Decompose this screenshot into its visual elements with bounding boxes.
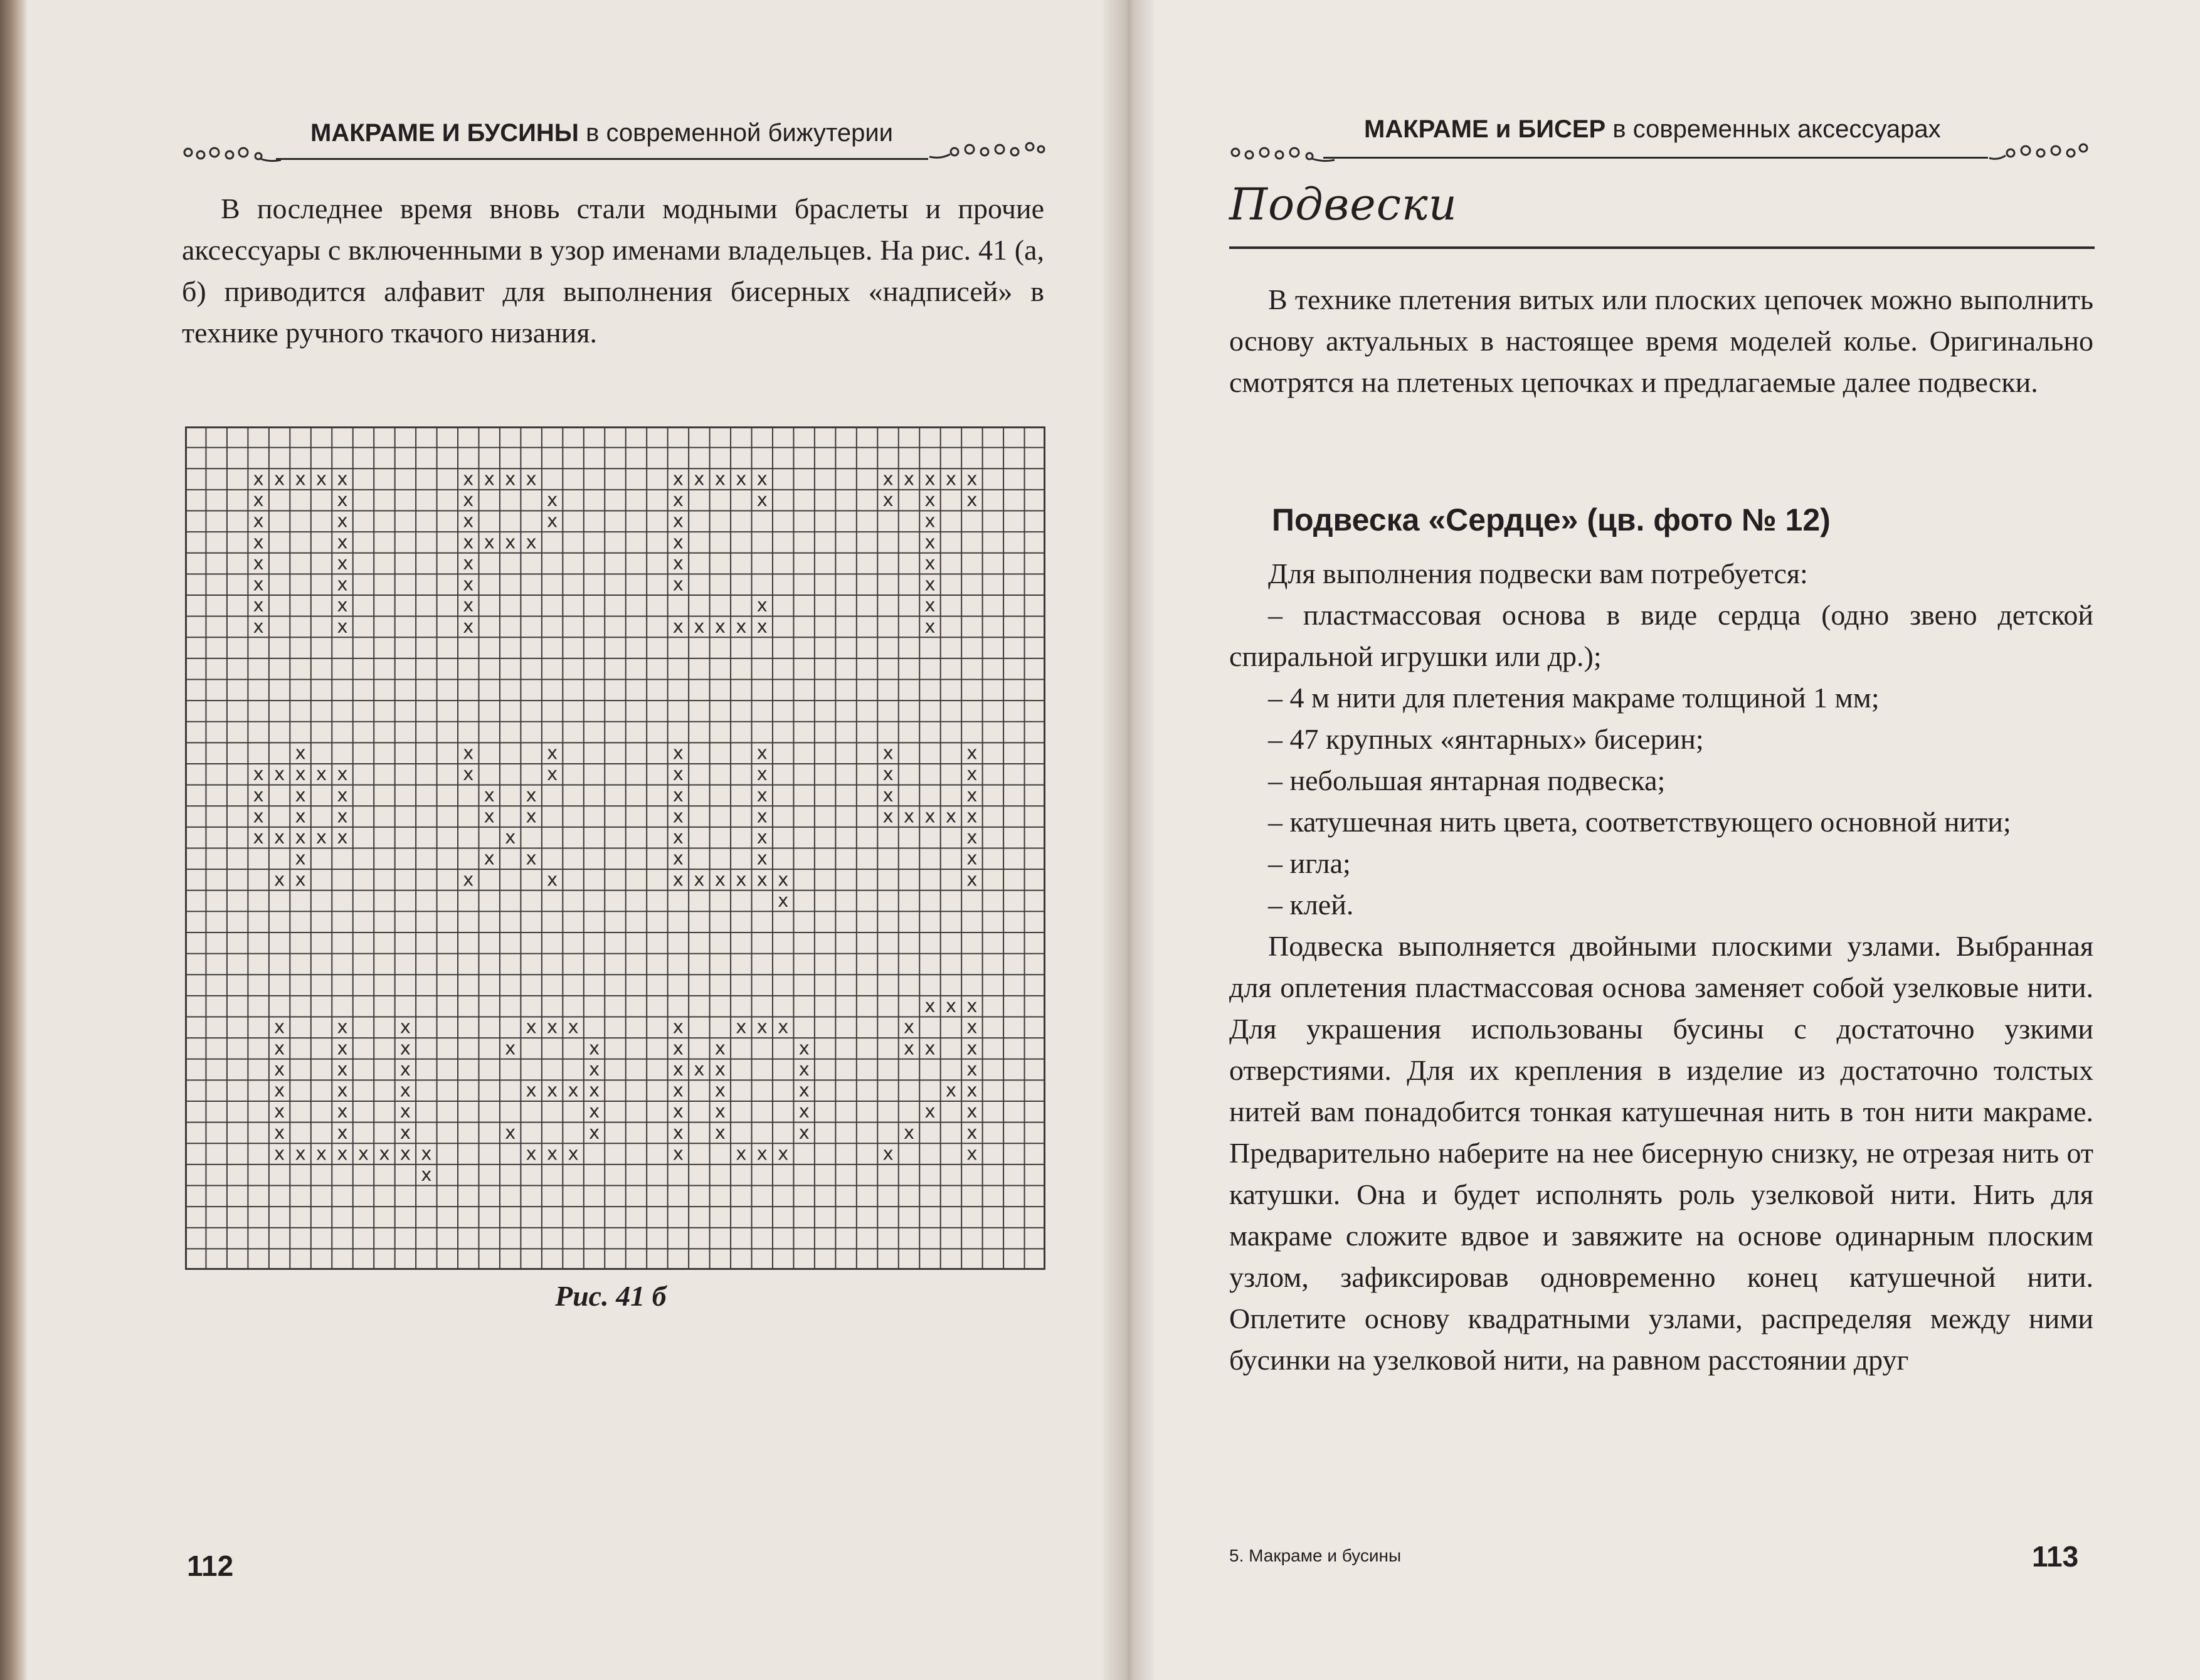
left-running-header xyxy=(310,119,893,147)
grid-lines xyxy=(185,426,1045,1270)
grid-cell-mark: x xyxy=(463,594,474,616)
grid-cell-mark: x xyxy=(778,889,789,911)
grid-cell-mark: x xyxy=(966,1143,978,1165)
grid-cell-mark: x xyxy=(337,510,348,532)
grid-cell-mark: x xyxy=(778,869,789,890)
material-item: – 47 крупных «янтарных» бисерин; xyxy=(1268,723,1704,755)
grid-cell-mark: x xyxy=(736,1016,747,1038)
grid-cell-mark: x xyxy=(399,1101,411,1123)
grid-cell-mark: x xyxy=(253,489,264,511)
ornament-left-icon xyxy=(1229,141,1336,166)
grid-cell-mark: x xyxy=(379,1143,390,1165)
grid-cell-mark: x xyxy=(273,763,285,785)
grid-cell-mark: x xyxy=(924,1101,936,1123)
grid-cell-mark: x xyxy=(253,827,264,848)
grid-cell-mark: x xyxy=(399,1079,411,1101)
grid-cell-mark: x xyxy=(694,869,705,890)
grid-cell-mark: x xyxy=(966,869,978,890)
grid-cell-mark: x xyxy=(798,1079,810,1101)
grid-cell-mark: x xyxy=(253,784,264,806)
grid-cell-mark: x xyxy=(505,468,516,490)
grid-cell-mark: x xyxy=(337,468,348,490)
grid-cell-mark: x xyxy=(273,827,285,848)
grid-cell-mark: x xyxy=(966,784,978,806)
grid-cell-mark: x xyxy=(672,615,684,637)
grid-cell-mark: x xyxy=(882,1143,894,1165)
grid-cell-mark: x xyxy=(337,784,348,806)
grid-cell-mark: x xyxy=(253,594,264,616)
grid-cell-mark: x xyxy=(463,468,474,490)
grid-cell-mark: x xyxy=(337,1143,348,1165)
material-item: – игла; xyxy=(1268,847,1351,879)
grid-cell-mark: x xyxy=(672,1016,684,1038)
grid-cell-mark: x xyxy=(924,1037,936,1059)
grid-cell-mark: x xyxy=(273,1143,285,1165)
material-item: – клей. xyxy=(1268,889,1354,921)
grid-cell-mark: x xyxy=(966,742,978,764)
left-paragraph-text: В последнее время вновь стали модными браслеты и прочие аксессуары с включенными в узор именами владельцев. На рис. 41 (а, б) приводится алфавит для выполнения бисерных «надписей» в технике ручного ткачого низания. xyxy=(182,193,1044,349)
grid-cell-mark: x xyxy=(337,552,348,574)
grid-cell-mark: x xyxy=(484,805,495,827)
grid-cell-mark: x xyxy=(672,1143,684,1165)
grid-cell-mark: x xyxy=(672,531,684,553)
grid-cell-mark: x xyxy=(903,1016,915,1038)
grid-cell-mark: x xyxy=(547,1079,558,1101)
grid-cell-mark: x xyxy=(273,1016,285,1038)
grid-cell-mark: x xyxy=(672,742,684,764)
grid-cell-mark: x xyxy=(672,784,684,806)
grid-cell-mark: x xyxy=(357,1143,369,1165)
grid-cell-mark: x xyxy=(798,1037,810,1059)
grid-cell-mark: x xyxy=(337,805,348,827)
ornament-right-icon xyxy=(1988,139,2095,164)
grid-cell-mark: x xyxy=(547,742,558,764)
grid-cell-mark: x xyxy=(672,1037,684,1059)
grid-cell-mark: x xyxy=(714,1121,726,1143)
grid-cell-mark: x xyxy=(714,1037,726,1059)
grid-cell-mark: x xyxy=(714,1058,726,1080)
grid-cell-mark: x xyxy=(295,869,306,890)
grid-cell-mark: x xyxy=(273,1121,285,1143)
grid-cell-mark: x xyxy=(463,869,474,890)
grid-cell-mark: x xyxy=(882,468,894,490)
grid-cell-mark: x xyxy=(756,489,768,511)
grid-cell-mark: x xyxy=(903,1037,915,1059)
grid-cell-mark: x xyxy=(463,615,474,637)
grid-cell-mark: x xyxy=(526,1143,537,1165)
grid-cell-mark: x xyxy=(672,552,684,574)
grid-cell-mark: x xyxy=(273,869,285,890)
grid-cell-mark: x xyxy=(295,763,306,785)
grid-cell-mark: x xyxy=(672,1079,684,1101)
grid-cell-mark: x xyxy=(588,1121,600,1143)
grid-cell-mark: x xyxy=(756,1143,768,1165)
grid-cell-mark: x xyxy=(295,805,306,827)
grid-cell-mark: x xyxy=(547,869,558,890)
right-running-header xyxy=(1364,115,1941,144)
grid-cell-mark: x xyxy=(714,1079,726,1101)
grid-cell-mark: x xyxy=(966,1016,978,1038)
grid-cell-mark: x xyxy=(568,1079,579,1101)
grid-cell-mark: x xyxy=(337,615,348,637)
grid-cell-mark: x xyxy=(295,1143,306,1165)
material-item: – небольшая янтарная подвеска; xyxy=(1268,764,1666,796)
left-paragraph xyxy=(182,188,1044,354)
grid-cell-mark: x xyxy=(399,1037,411,1059)
grid-cell-mark: x xyxy=(253,552,264,574)
grid-cell-mark: x xyxy=(463,573,474,595)
grid-cell-mark: x xyxy=(945,995,957,1017)
grid-cell-mark: x xyxy=(694,1058,705,1080)
grid-cell-mark: x xyxy=(966,1058,978,1080)
grid-cell-mark: x xyxy=(463,510,474,532)
grid-cell-mark: x xyxy=(295,784,306,806)
grid-cell-mark: x xyxy=(778,1016,789,1038)
grid-cell-mark: x xyxy=(588,1079,600,1101)
grid-cell-mark: x xyxy=(966,1101,978,1123)
grid-cell-mark: x xyxy=(924,573,936,595)
grid-cell-mark: x xyxy=(337,1016,348,1038)
grid-cell-mark: x xyxy=(526,805,537,827)
grid-cell-mark: x xyxy=(526,847,537,869)
grid-cell-mark: x xyxy=(253,615,264,637)
grid-cell-mark: x xyxy=(966,763,978,785)
grid-cell-mark: x xyxy=(399,1016,411,1038)
grid-cell-mark: x xyxy=(966,1121,978,1143)
grid-cell-mark: x xyxy=(736,869,747,890)
grid-cell-mark: x xyxy=(672,827,684,848)
grid-cell-mark: x xyxy=(253,510,264,532)
grid-cell-mark: x xyxy=(882,805,894,827)
grid-cell-mark: x xyxy=(337,531,348,553)
grid-cell-mark: x xyxy=(945,805,957,827)
grid-cell-mark: x xyxy=(672,847,684,869)
grid-cell-mark: x xyxy=(672,510,684,532)
grid-cell-mark: x xyxy=(505,531,516,553)
grid-cell-mark: x xyxy=(924,489,936,511)
page-footer: 5. Макраме и бусины xyxy=(1229,1546,1402,1565)
grid-cell-mark: x xyxy=(547,489,558,511)
grid-cell-mark: x xyxy=(399,1121,411,1143)
grid-cell-mark: x xyxy=(924,531,936,553)
grid-cell-mark: x xyxy=(756,468,768,490)
grid-cell-mark: x xyxy=(798,1101,810,1123)
grid-cell-mark: x xyxy=(672,763,684,785)
grid-cell-mark: x xyxy=(882,784,894,806)
grid-cell-mark: x xyxy=(273,1037,285,1059)
grid-cell-mark: x xyxy=(421,1164,432,1186)
grid-cell-mark: x xyxy=(882,489,894,511)
grid-cell-mark: x xyxy=(588,1101,600,1123)
grid-cell-mark: x xyxy=(966,468,978,490)
grid-cell-mark: x xyxy=(253,573,264,595)
grid-cell-mark: x xyxy=(295,742,306,764)
material-item: – пластмассовая основа в виде сердца (одно звено детской спиральной игрушки или др.); xyxy=(1229,599,2093,672)
right-header-rule xyxy=(1323,157,1988,159)
grid-cell-mark: x xyxy=(463,742,474,764)
grid-cell-mark: x xyxy=(945,1079,957,1101)
grid-cell-mark: x xyxy=(484,531,495,553)
grid-cell-mark: x xyxy=(966,995,978,1017)
grid-cell-mark: x xyxy=(966,847,978,869)
grid-cell-mark: x xyxy=(337,1058,348,1080)
grid-cell-mark: x xyxy=(694,615,705,637)
grid-cell-mark: x xyxy=(463,489,474,511)
right-header-rest: в современных аксессуарах xyxy=(1605,115,1941,143)
grid-cell-mark: x xyxy=(736,468,747,490)
grid-cell-mark: x xyxy=(882,742,894,764)
grid-cell-mark: x xyxy=(547,1143,558,1165)
grid-cell-mark: x xyxy=(672,805,684,827)
grid-cell-mark: x xyxy=(778,1143,789,1165)
grid-cell-mark: x xyxy=(337,1101,348,1123)
grid-cell-mark: x xyxy=(253,468,264,490)
grid-cell-mark: x xyxy=(273,468,285,490)
grid-cell-mark: x xyxy=(924,995,936,1017)
grid-cell-mark: x xyxy=(399,1058,411,1080)
grid-cell-mark: x xyxy=(736,615,747,637)
grid-cell-mark: x xyxy=(924,805,936,827)
grid-cell-mark: x xyxy=(253,531,264,553)
grid-cell-mark: x xyxy=(672,489,684,511)
grid-cell-mark: x xyxy=(672,1058,684,1080)
grid-cell-mark: x xyxy=(547,763,558,785)
grid-cell-mark: x xyxy=(756,827,768,848)
grid-cell-mark: x xyxy=(337,1079,348,1101)
grid-cell-mark: x xyxy=(756,615,768,637)
subsection-title: Подвеска «Сердце» (цв. фото № 12) xyxy=(1272,502,1831,537)
grid-cell-mark: x xyxy=(421,1143,432,1165)
grid-cell-mark: x xyxy=(273,1058,285,1080)
grid-cell-mark: x xyxy=(273,1079,285,1101)
grid-cell-mark: x xyxy=(526,1079,537,1101)
section-title-rule xyxy=(1229,246,2095,249)
body-text: Подвеска выполняется двойными плоскими узлами. Выбранная для оплетения пластмассовая основа заменяет собой узелковые нити. Для украшения использованы бусины с достаточно узкими отверстиями. Для их крепления в изделие из достаточно толстых нитей вам понадобится тонкая катушечная нить в тон нити макраме. Предварительно наберите на нее бисерную снизку, не отрезая нить от катушки. Она и будет исполнять роль узелковой нити. Нить для макраме сложите вдвое и завяжите на основе одинарным плоским узлом, зафиксировав одновременно конец катушечной нити. Оплетите основу квадратными узлами, распределяя между ними бусинки на узелковой нити, на равном расстоянии друг xyxy=(1229,930,2093,1376)
grid-cell-mark: x xyxy=(966,1037,978,1059)
ornament-left-icon xyxy=(182,141,282,166)
grid-cell-mark: x xyxy=(337,573,348,595)
grid-cell-mark: x xyxy=(505,827,516,848)
grid-cell-mark: x xyxy=(463,531,474,553)
grid-cell-mark: x xyxy=(924,615,936,637)
grid-cell-mark: x xyxy=(399,1143,411,1165)
grid-cell-mark: x xyxy=(337,594,348,616)
grid-cell-mark: x xyxy=(924,552,936,574)
material-item: – катушечная нить цвета, соответствующего основной нити; xyxy=(1268,806,2011,838)
grid-cell-mark: x xyxy=(337,489,348,511)
grid-cell-mark: x xyxy=(798,1121,810,1143)
left-page-number: 112 xyxy=(187,1550,234,1582)
grid-cell-mark: x xyxy=(672,869,684,890)
right-page-number: 113 xyxy=(2032,1540,2079,1573)
intro-text: В технике плетения витых или плоских цепочек можно выполнить основу актуальных в настоящее время моделей колье. Оригинально смотрятся на плетеных цепочках и предлагаемые далее подвески. xyxy=(1229,283,2093,398)
left-header-caps: МАКРАМЕ И БУСИНЫ xyxy=(310,119,579,147)
grid-cell-mark: x xyxy=(315,763,327,785)
grid-cell-mark: x xyxy=(736,1143,747,1165)
grid-cell-mark: x xyxy=(672,468,684,490)
grid-cell-mark: x xyxy=(966,827,978,848)
grid-cell-mark: x xyxy=(588,1058,600,1080)
grid-cell-mark: x xyxy=(505,1037,516,1059)
grid-cell-mark: x xyxy=(714,869,726,890)
grid-cell-mark: x xyxy=(505,1121,516,1143)
grid-cell-mark: x xyxy=(588,1037,600,1059)
grid-cell-mark: x xyxy=(295,827,306,848)
grid-cell-mark: x xyxy=(966,805,978,827)
grid-cell-mark: x xyxy=(253,805,264,827)
grid-cell-mark: x xyxy=(526,1016,537,1038)
grid-cell-mark: x xyxy=(672,573,684,595)
grid-cell-mark: x xyxy=(463,763,474,785)
grid-cell-mark: x xyxy=(756,847,768,869)
grid-cell-mark: x xyxy=(484,847,495,869)
figure-caption: Рис. 41 б xyxy=(555,1280,667,1312)
grid-cell-mark: x xyxy=(882,763,894,785)
left-header-rule xyxy=(276,158,928,160)
grid-cell-mark: x xyxy=(798,1058,810,1080)
grid-cell-mark: x xyxy=(295,847,306,869)
grid-cell-mark: x xyxy=(315,468,327,490)
grid-cell-mark: x xyxy=(966,489,978,511)
grid-cell-mark: x xyxy=(714,1101,726,1123)
book-edge xyxy=(0,0,28,1680)
grid-cell-mark: x xyxy=(315,827,327,848)
grid-cell-mark: x xyxy=(337,763,348,785)
grid-cell-mark: x xyxy=(694,468,705,490)
grid-cell-mark: x xyxy=(756,763,768,785)
grid-cell-mark: x xyxy=(547,1016,558,1038)
grid-cell-mark: x xyxy=(337,827,348,848)
grid-cell-mark: x xyxy=(526,468,537,490)
grid-cell-mark: x xyxy=(756,784,768,806)
grid-cell-mark: x xyxy=(568,1143,579,1165)
grid-cell-mark: x xyxy=(945,468,957,490)
grid-cell-mark: x xyxy=(526,531,537,553)
grid-cell-mark: x xyxy=(924,594,936,616)
section-title: Подвески xyxy=(1229,179,1457,230)
grid-cell-mark: x xyxy=(273,1101,285,1123)
materials-block xyxy=(1229,553,2093,1381)
ornament-right-icon xyxy=(928,138,1047,163)
book-spine xyxy=(1104,0,1154,1680)
grid-cell-mark: x xyxy=(484,468,495,490)
grid-cell-mark: x xyxy=(924,510,936,532)
grid-cell-mark: x xyxy=(903,805,915,827)
grid-cell-mark: x xyxy=(568,1016,579,1038)
grid-cell-mark: x xyxy=(903,1121,915,1143)
grid-cell-mark: x xyxy=(966,1079,978,1101)
grid-cell-mark: x xyxy=(295,468,306,490)
bead-alphabet-grid xyxy=(185,426,1045,1270)
grid-cell-mark: x xyxy=(924,468,936,490)
left-header-rest: в современной бижутерии xyxy=(578,119,894,147)
grid-cell-mark: x xyxy=(547,510,558,532)
material-item: – 4 м нити для плетения макраме толщиной 1 мм; xyxy=(1268,682,1880,714)
grid-cell-mark: x xyxy=(756,594,768,616)
grid-cell-mark: x xyxy=(253,763,264,785)
intro-paragraph xyxy=(1229,279,2093,403)
grid-cell-mark: x xyxy=(315,1143,327,1165)
grid-cell-mark: x xyxy=(903,468,915,490)
grid-cell-mark: x xyxy=(337,1121,348,1143)
right-header-caps: МАКРАМЕ и БИСЕР xyxy=(1364,115,1606,143)
grid-cell-mark: x xyxy=(672,1101,684,1123)
grid-cell-mark: x xyxy=(484,784,495,806)
grid-cell-mark: x xyxy=(756,742,768,764)
grid-cell-mark: x xyxy=(337,1037,348,1059)
grid-cell-mark: x xyxy=(526,784,537,806)
grid-cell-mark: x xyxy=(756,869,768,890)
grid-cell-mark: x xyxy=(672,1121,684,1143)
grid-cell-mark: x xyxy=(714,615,726,637)
grid-cell-mark: x xyxy=(714,468,726,490)
grid-svg xyxy=(185,426,1045,1270)
grid-cell-mark: x xyxy=(463,552,474,574)
grid-cell-mark: x xyxy=(756,805,768,827)
materials-intro: Для выполнения подвески вам потребуется: xyxy=(1268,557,1808,589)
grid-cell-mark: x xyxy=(756,1016,768,1038)
